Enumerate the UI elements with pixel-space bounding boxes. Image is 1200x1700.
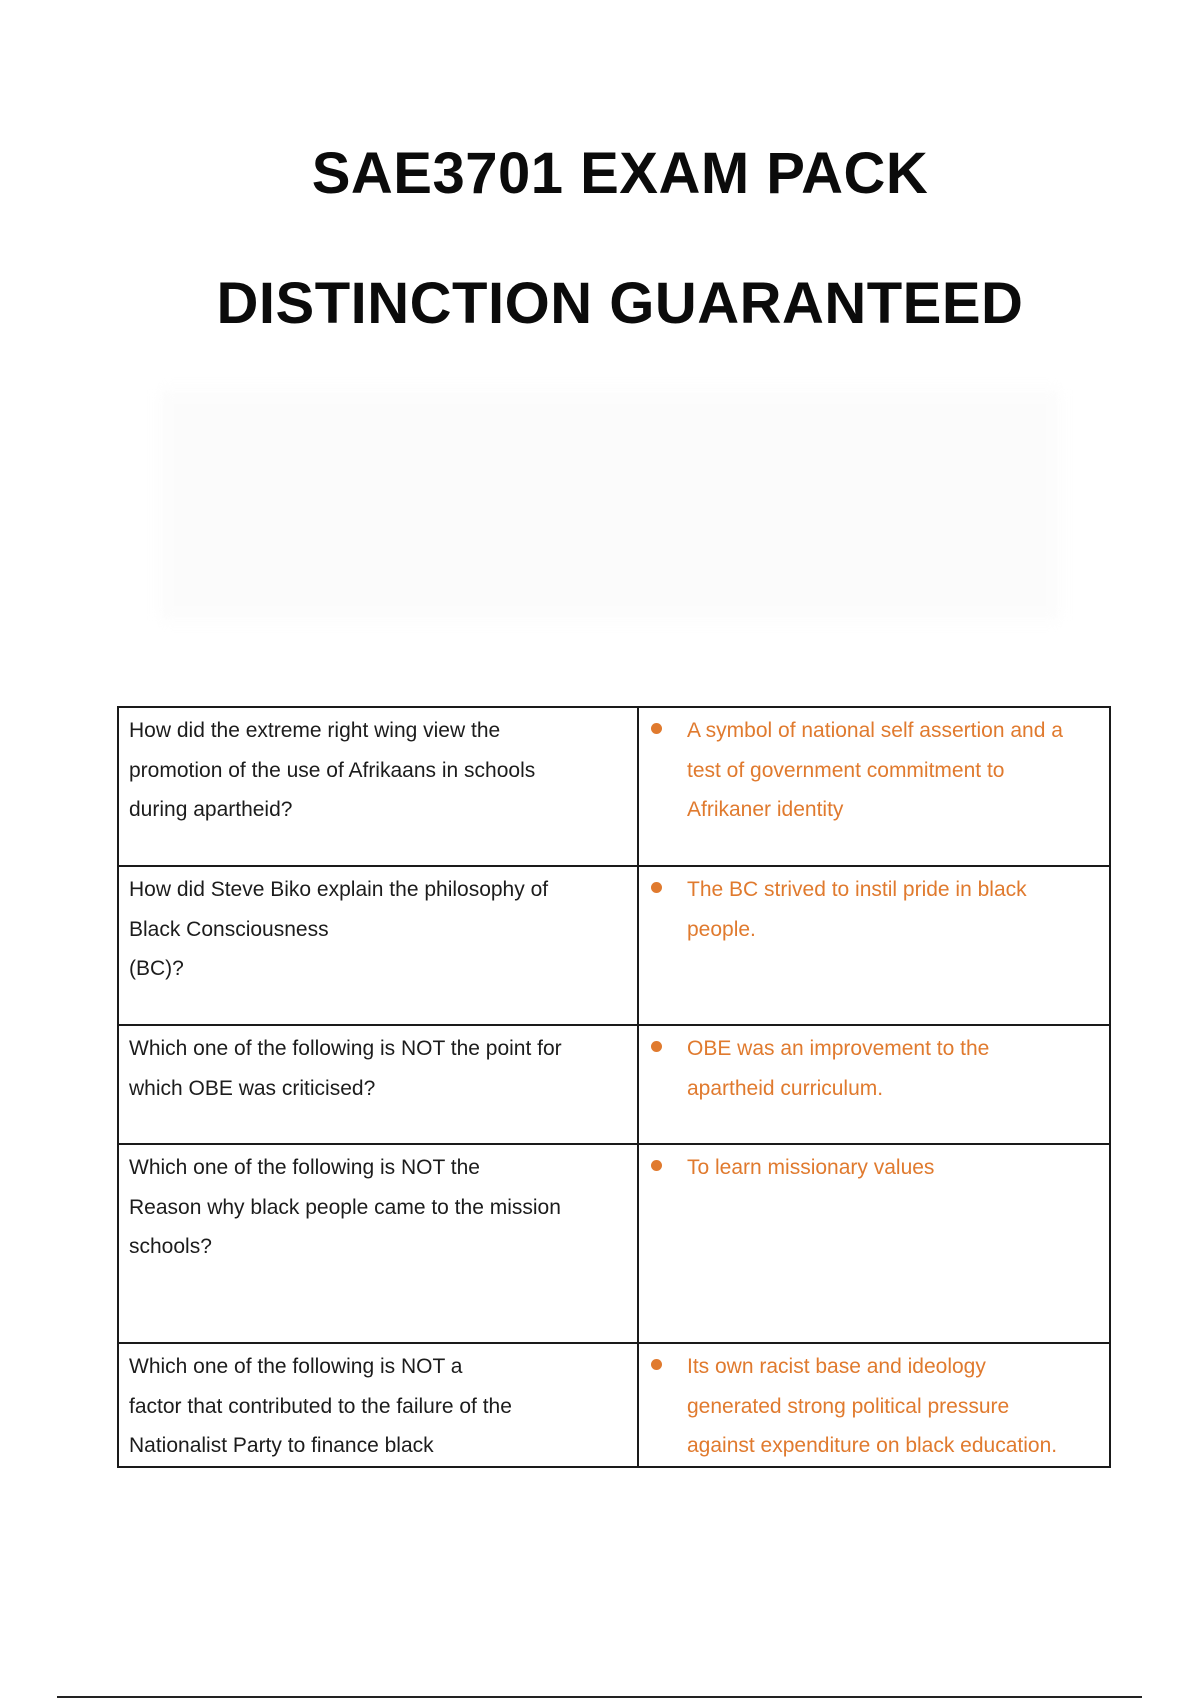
answer-line: OBE was an improvement to the [687,1037,990,1060]
answer-cell [638,866,1110,1025]
bullet-icon [651,882,662,893]
answer-cell [638,1343,1110,1467]
question-line: Reason why black people came to the mission [129,1195,561,1219]
question-line: factor that contributed to the failure of the [129,1394,512,1418]
answer-line: apartheid curriculum. [687,1076,884,1100]
page-subtitle: DISTINCTION GUARANTEED [216,271,1024,336]
answer-line: Its own racist base and ideology [687,1355,986,1378]
answer-line: Afrikaner identity [687,798,844,821]
question-cell [118,866,638,1025]
answer-line: To learn missionary values [687,1156,935,1179]
question-line: schools? [129,1235,212,1258]
answer-line: against expenditure on black education. [687,1434,1058,1457]
question-cell [118,707,638,866]
question-cell [118,1144,638,1343]
answer-line: generated strong political pressure [687,1394,1010,1418]
page-title: SAE3701 EXAM PACK [311,141,929,206]
footer-divider [57,1696,1142,1698]
answer-cell [638,1025,1110,1144]
bullet-icon [651,1359,662,1370]
blurred-preview-region [160,390,1060,620]
question-line: (BC)? [129,957,184,980]
question-line: Nationalist Party to finance black [129,1434,434,1457]
question-line: Which one of the following is NOT a [129,1355,463,1378]
question-line: Black Consciousness [129,917,329,941]
bullet-icon [651,1160,662,1171]
question-line: Which one of the following is NOT the [129,1156,480,1179]
answer-cell [638,707,1110,866]
question-line: which OBE was criticised? [129,1076,376,1100]
question-cell [118,1025,638,1144]
question-cell [118,1343,638,1467]
question-line: during apartheid? [129,798,293,821]
question-line: promotion of the use of Afrikaans in schools [129,758,536,782]
answer-line: The BC strived to instil pride in black [687,878,1027,901]
question-line: How did the extreme right wing view the [129,719,501,742]
table-row [118,1025,1110,1144]
table-row [118,1144,1110,1343]
qa-table [117,706,1111,1468]
answer-line: A symbol of national self assertion and a [687,719,1063,742]
bullet-icon [651,1041,662,1052]
table-row [118,707,1110,866]
answer-line: people. [687,917,756,941]
table-row [118,866,1110,1025]
bullet-icon [651,723,662,734]
answer-cell [638,1144,1110,1343]
answer-line: test of government commitment to [687,758,1005,782]
question-line: Which one of the following is NOT the point for [129,1037,562,1060]
question-line: How did Steve Biko explain the philosophy of [129,878,549,901]
table-row [118,1343,1110,1467]
